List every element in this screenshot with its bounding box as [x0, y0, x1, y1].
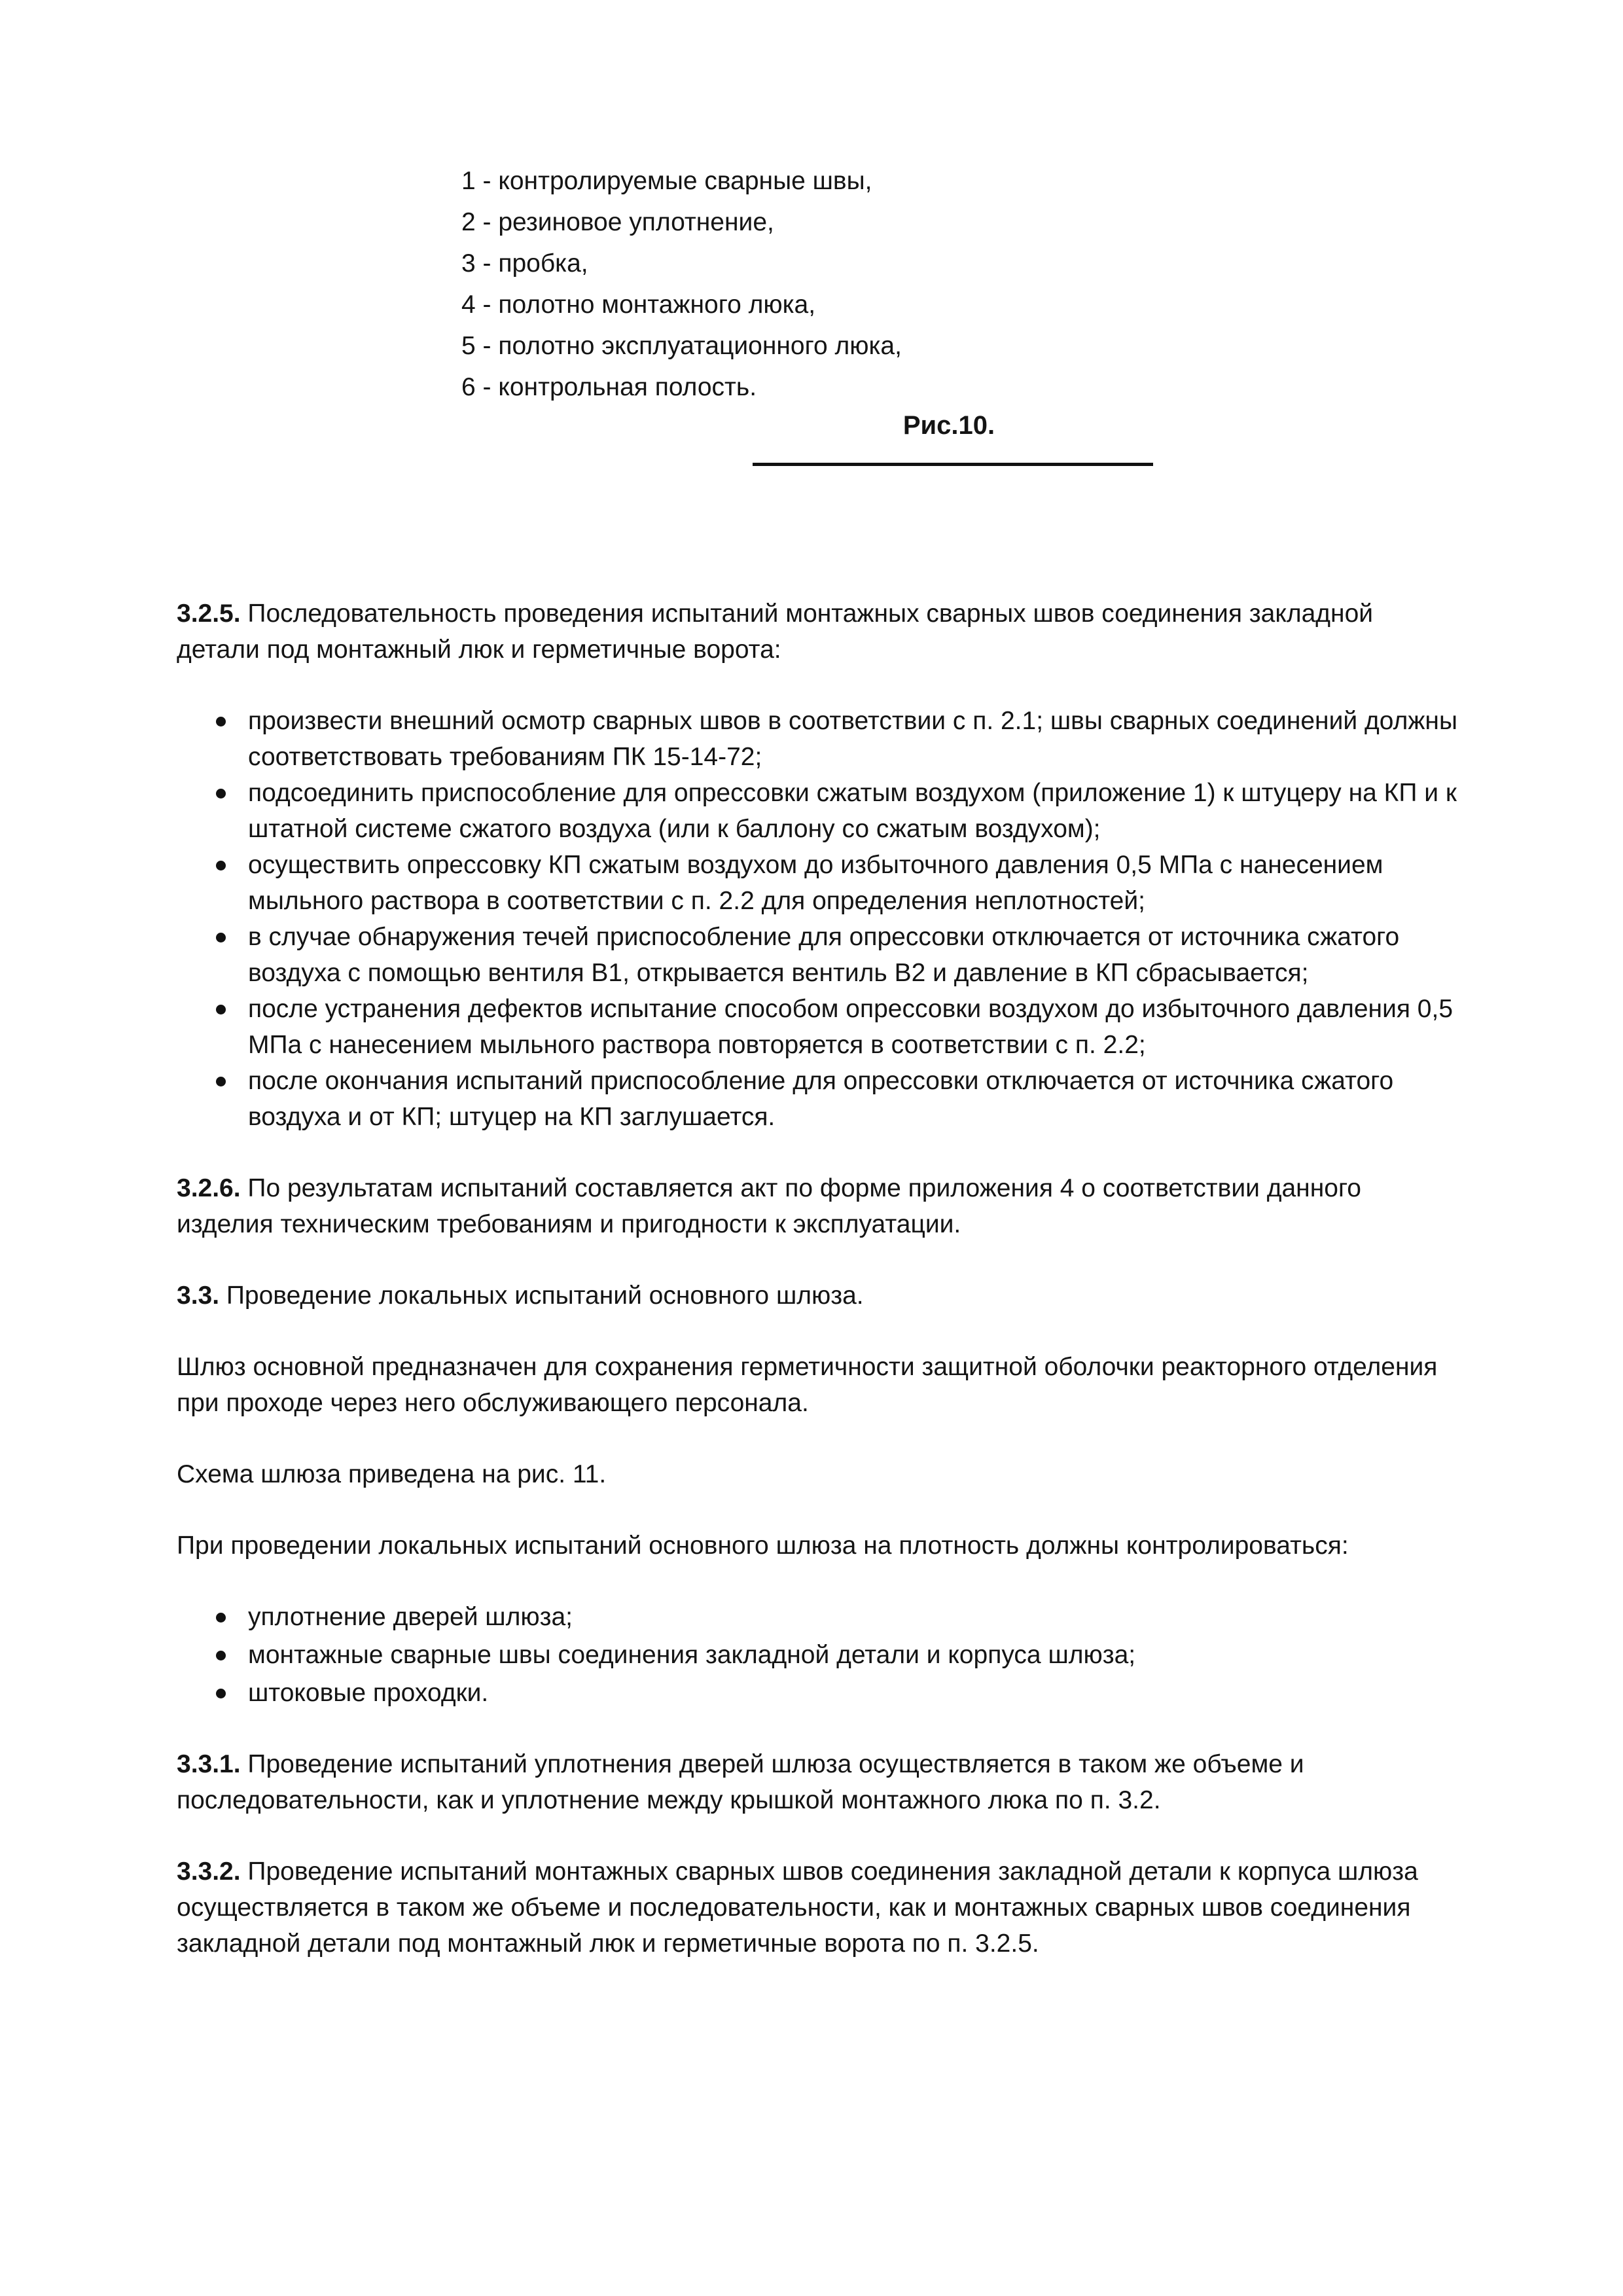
list-item — [177, 1675, 1459, 1711]
bullet-icon — [216, 861, 226, 870]
section-text: Проведение локальных испытаний основного шлюза. — [219, 1282, 864, 1310]
paragraph-scheme: Схема шлюза приведена на рис. 11. — [177, 1460, 607, 1488]
figure-legend — [461, 160, 902, 408]
test-sequence-list — [177, 703, 1459, 1135]
section-text: Проведение испытаний монтажных сварных швов соединения закладной детали к корпуса шлюза осуществляется в таком же объеме и последовательности, как и монтажных сварных швов соединения закладной детали под монтажный люк и герметичные ворота по п. 3.2.5. — [177, 1857, 1418, 1958]
section-3-3-2 — [177, 1854, 1459, 1962]
control-items-list — [177, 1599, 1459, 1711]
bullet-icon — [216, 1077, 226, 1086]
section-text: По результатам испытаний составляется акт по форме приложения 4 о соответствии данного изделия техническим требованиям и пригодности к эксплуатации. — [177, 1174, 1361, 1238]
list-item-text: штоковые проходки. — [248, 1679, 489, 1707]
list-item — [177, 991, 1459, 1063]
paragraph-control: При проведении локальных испытаний основного шлюза на плотность должны контролироваться: — [177, 1532, 1349, 1560]
section-text: Проведение испытаний уплотнения дверей шлюза осуществляется в таком же объеме и последовательности, как и уплотнение между крышкой монтажного люка по п. 3.2. — [177, 1750, 1304, 1814]
figure-divider — [753, 463, 1153, 466]
list-item-text: подсоединить приспособление для опрессовки сжатым воздухом (приложение 1) к штуцеру на КП и к штатной системе сжатого воздуха (или к баллону со сжатым воздухом); — [248, 779, 1457, 843]
list-item-text: уплотнение дверей шлюза; — [248, 1603, 573, 1631]
list-item — [177, 703, 1459, 775]
bullet-icon — [216, 717, 226, 726]
bullet-icon — [216, 1651, 226, 1660]
list-item — [177, 847, 1459, 919]
figure-caption: Рис.10. — [902, 411, 995, 440]
list-item — [177, 1599, 1459, 1635]
paragraph-purpose: Шлюз основной предназначен для сохранения герметичности защитной оболочки реакторного отделения при проходе через него обслуживающего персонала. — [177, 1353, 1438, 1417]
list-item — [177, 1637, 1459, 1673]
list-item-text: в случае обнаружения течей приспособление для опрессовки отключается от источника сжатого воздуха с помощью вентиля В1, открывается вентиль В2 и давление в КП сбрасывается; — [248, 923, 1400, 987]
section-number: 3.2.6. — [177, 1174, 241, 1202]
section-number: 3.3. — [177, 1282, 220, 1310]
legend-item: 3 - пробка, — [461, 249, 588, 278]
section-text: Последовательность проведения испытаний монтажных сварных швов соединения закладной детали под монтажный люк и герметичные ворота: — [177, 600, 1374, 664]
list-item-text: после устранения дефектов испытание способом опрессовки воздухом до избыточного давления 0,5 МПа с нанесением мыльного раствора повторяется в соответствии с п. 2.2; — [248, 995, 1454, 1059]
section-3-2-5-intro — [177, 596, 1459, 668]
bullet-icon — [216, 1005, 226, 1014]
list-item-text: осуществить опрессовку КП сжатым воздухом до избыточного давления 0,5 МПа с нанесением мыльного раствора в соответствии с п. 2.2 для определения неплотностей; — [248, 851, 1383, 915]
list-item-text: после окончания испытаний приспособление для опрессовки отключается от источника сжатого воздуха и от КП; штуцер на КП заглушается. — [248, 1067, 1394, 1131]
bullet-icon — [216, 933, 226, 942]
section-number: 3.3.1. — [177, 1750, 241, 1778]
list-item-text: монтажные сварные швы соединения закладной детали и корпуса шлюза; — [248, 1641, 1136, 1669]
bullet-icon — [216, 1613, 226, 1623]
section-3-2-6 — [177, 1170, 1459, 1242]
section-number: 3.2.5. — [177, 600, 241, 628]
list-item-text: произвести внешний осмотр сварных швов в соответствии с п. 2.1; швы сварных соединений должны соответствовать требованиям ПК 15-14-72; — [248, 707, 1457, 771]
section-3-3-1 — [177, 1746, 1459, 1818]
legend-item: 5 - полотно эксплуатационного люка, — [461, 332, 902, 360]
list-item — [177, 1063, 1459, 1135]
document-body — [177, 596, 1459, 1997]
list-item — [177, 775, 1459, 847]
bullet-icon — [216, 1689, 226, 1698]
legend-item: 4 - полотно монтажного люка, — [461, 291, 816, 319]
legend-item: 6 - контрольная полость. — [461, 373, 757, 401]
legend-item: 1 - контролируемые сварные швы, — [461, 167, 872, 195]
section-3-3 — [177, 1278, 1459, 1314]
list-item — [177, 919, 1459, 991]
section-number: 3.3.2. — [177, 1857, 241, 1886]
bullet-icon — [216, 789, 226, 798]
legend-item: 2 - резиновое уплотнение, — [461, 208, 774, 236]
